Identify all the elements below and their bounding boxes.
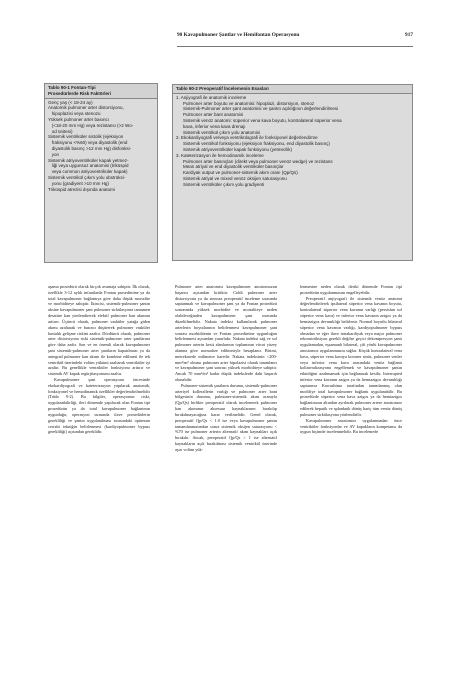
text-column-2 xyxy=(175,284,277,453)
table-row: yonu (gradiyent >10 mm Hg) xyxy=(48,180,109,186)
paragraph: Kavapulmoner şant operasyonu öncesinde ekokardiyografi ve kateterizasyon yapılarak anatomik, fonksiyonel ve hemodinamik özellikler değerlendirilmelidir (Tablo 9-2). Bu bilgiler, operasyonun riski, uygulanabilirliği, ileri dönemde yapılacak olan Fontan tipi prosedürün ya da total kavapulmoner bağlantının uygunluğu, operasyon sırasında ilave prosedürlerin gerekliliği ve şantın uygulanılması sırasındaki optimum cerrahi tekniğin belirlenmesi (kardiyopulmoner bypass gerekliliği) açısından gereklidir. xyxy=(48,377,150,435)
table-row: liği veya uygunsuz anatomisi (triküspid xyxy=(48,163,129,169)
table-row: Kardiyak output ve pulmoner-sistemik akım oranı (Qp/Qs) xyxy=(183,170,298,176)
table-90-1-title xyxy=(45,84,157,99)
table-row: Triküspid atrezisi dışında anatomi xyxy=(48,186,115,192)
table-row: Sistemik atriyal ve mixed venöz oksijen saturasyonu xyxy=(183,175,287,181)
table-row: Anatomik pulmoner arter distorsiyonu, xyxy=(48,105,124,111)
table-row: Sistemik-Pulmoner arter şant anatomisi ve şantın açıklığının değerlendirilmesi xyxy=(183,106,339,112)
table-90-1 xyxy=(44,83,158,263)
chapter-title: 90 Kavapulmoner Şantlar ve Hemifontan Operasyonu xyxy=(177,32,300,38)
table-row: Sistemik ventrikül çıkım yolu obstrüksi- xyxy=(48,174,126,180)
running-header xyxy=(177,32,413,46)
paragraph: Pulmoner arter anatomisi kavapulmoner anostomozun başarısı açısından kritiktir. Ciddi pulmoner arter distorsiyonu ya da stenoza preoperatif inceleme sırasında saptanmalı ve kavapulmoner şant ya da Fontan prosedürü sonrasında yüksek morbidite ve mortaliteye neden olabileceğinden kavapulmoner şant sırasında düzeltilmelidir. Nakata indeksi kullanılarak pulmoner arterlerin boyutlarının belirlenmesi kavapulmoner şant sonrası morbiditenin ve Fontan prosedürüne uygunluğun belirlenmesi açısından yararlıdır. Nakata indeksi sağ ve sol pulmoner arterin kesit alanlarının toplamının vücut yüzey alanına göre normalize edilmesiyle hesaplanır. Birimi, metrekarede milimetre karedir. Nakata indeksinin <200-mm²/m² olması pulmoner arter hipolazisi olarak tanımlanır ve kavapulmoner şant sonrası yüksek morbiditeye sahiptir. Ancak 70 mm²/m² kadar düşük indekslerde dahi başarılı olunabilir. xyxy=(175,284,277,382)
paragraph: Pulmoner-sistemik şantların durumu, sistemik-pulmoner arteriyel kollerallerin varlığı ve pulmoner arter bant bölgesinin durumu, pulmoner-sistemik akım oranıyla (Qp/Qs) birlikte preoperatif olarak incelenerek pulmoner kan akımının aksesuar kaynaklarının bırakılıp bırakılmayacağına karar verilmelidir. Genel olarak, preoperatif Qp/Qs < 1.0 ise veya kavapulmoner şantın tamamlanmasından sonra sistemik oksijen saturasyonu < %70 ise pulmoner arterin alternatif akım kaynakları açık bırakılır. Ancak, preoperatif Qp/Qs > 1 ise alternatif kaynakların açık bırakılması sistemik ventrikül üzerinde aşırı volüm yük- xyxy=(175,382,278,452)
table-row: (<18-20 mm Hg) veya rezistansı (>2 Wo- xyxy=(48,122,134,128)
paragraph: Preoperatif anjiyografi ile sistemik venöz anatomi değerlendirilerek ipsilateral süperior vena kavanın boyutu, kontralateral süperior vena kavanın varlığı (persistan sol süperior vena kava) ve inferior vena kavanın azigos ya da hemiazigos devamlılığı belirlenir. Normal boyutlu bilateral süperior vena kavanın varlığı, kardiyopulmoner bypass olmadan ve eğer ilave intrakardiyak veya major pulmoner rekonstrüksiyon gerekli değilse geçici dekompresyon şantı uygulamadan, eşzamanlı bilateral, çift yönlü kavapulmoner anostomoz uygulanmasını sağlar. Küçük kontralateral vena kava, süperior vena kavaya koroner sinüs, pulmoner venler veya inferior vena kava arasındaki venöz bağlantı kollateralizasyonu engellemek ve kavapulmoner şantın etkinliğini azaltmamak için bağlanarak kesilir. Interrupted inferior vena kavanın azigos ya da hemiazigos devamlılığı saptanırsa Kawashima tarafından tanımlanmış olan modifiye total kavapulmoner bağlantı uygulanabilir. Bu prosedürde süperior vena kava azigos ya da hemiazigos bağlantısının altından ayrılarak pulmoner artere anostomoz edilerek hepatik ve splanknik dönüş hariç tüm venöz dönüş pulmoner sirkülasyona yönlendirilir. xyxy=(300,295,402,417)
page-number: 917 xyxy=(405,32,413,38)
text-column-3 xyxy=(300,284,402,435)
table-row: Pulmoner arter boyutu ve anatomisi: hipoplazi, distorsiyon, stenoz xyxy=(183,100,315,106)
table-row: 2. Ekokardiyografi ve/veya ventrikülografi ile fonksiyonel değerlendirme xyxy=(176,135,318,141)
table-row: Pulmoner arter bant anatomisi xyxy=(183,112,244,118)
paragraph: aşama prosedürü olarak birçok avantaja sahiptir. İlk olarak, özellikle 3-12 aylık infantlarda Fontan prosedürüne ya da total kavapulmoner bağlantıya göre daha düşük mortalite ve morbiditeye sahiptir. İkincisi, sistemik-pulmoner şantın aksine kavapulmoner şant pulmoner sirkülasyona tamamen desatüre kan yönlendirerek efektif pulmoner kan akımını arttırır. Üçüncü olarak, pulmoner vasküler yatağa giden akımı azaltarak ve basıncı düşürerek pulmoner vasküler hastalık gelişme riskini azaltır. Dördüncü olarak, pulmoner arter distorsiyonu riski sistemik-pulmoner arter şantlarına göre daha azdır. Son ve en önemli olarak kavapulmoner şant sistemik-pulmoner arter şantların kapatılması ya da antegrad pulmoner kan akımı ile kombine edilmesi ile tek ventrikül üzerindeki volüm yükünü azaltarak ventriküler işi azaltır. Bu genellikle ventriküler fonksiyonu arttırır ve sistemik AV kapak regürjitasyonunu azaltır. xyxy=(48,284,150,377)
table-row: Sistemik ventrikül çıkım yolu anatomisi xyxy=(183,129,261,135)
table-row: Sistemik atriyoventriküler kapak yetmez- xyxy=(48,157,129,163)
text-column-1 xyxy=(48,284,150,435)
header-rule xyxy=(177,46,413,47)
table-row: veya common atriyoventriküler kapak) xyxy=(48,169,128,175)
table-row: 3. Kateterizasyon ile hemodinamik inceleme xyxy=(176,152,264,158)
table-row: Sistemik ventriküler çıkım yolu gradiyenti xyxy=(183,181,265,187)
table-90-2-title: Tablo 90-2 Preoperatif İncelemenin Esasları xyxy=(173,85,412,94)
table-row: Sistemik atriyoventriküler kapak fonksiyonu (yetmezlik) xyxy=(183,146,293,152)
table-title-line: Prosedürlerde Risk Faktörleri xyxy=(48,90,112,96)
table-row: fraksiyonu <%60) veya diyastolik (end xyxy=(48,140,128,146)
table-row: Sistemik venöz anatomi: süperior vena kava boyutu, kontralateral süperior vena xyxy=(183,117,342,123)
table-90-2-body xyxy=(173,94,412,189)
table-row: Sistemik ventriküler sistolik (ejeksiyon xyxy=(48,134,124,140)
paragraph: lenmesine neden olarak ileriki dönemde Fontan tipi prosedürün uygulanmasını engelleyebilir. xyxy=(300,284,402,295)
table-row: kava, inferior vena kava drenajı xyxy=(183,123,246,129)
table-row: Mean atriyal ve end diyastolik ventriküler basınçlar xyxy=(183,164,284,170)
table-row: Genç yaş (< 18-24 ay) xyxy=(48,99,93,105)
table-row: yon xyxy=(48,151,60,157)
table-title-line: Tablo 90-1 Fontan-Tipi xyxy=(48,85,96,90)
table-90-2 xyxy=(172,84,413,261)
paragraph: Kavapulmoner anostomoz uygulanmadan önce ventriküler fonksiyonlar ve AV kapakların kompetansı da uygun biçimde incelenmelidir. Bu incelemede xyxy=(300,417,402,435)
table-row: Pulmoner arter basınçları (direkt veya pulmoner venöz wedge) ve rezistans xyxy=(183,158,333,164)
table-row: hipoplazisi veya stenozu xyxy=(48,111,101,117)
table-row: od ünitesi) xyxy=(48,128,73,134)
table-row: 1. Anjiyografi ile anatomik inceleme xyxy=(176,94,247,100)
table-row: Sistemik ventrikül fonksiyonu (ejeksiyon fraksiyonu, end diyastolik basınç) xyxy=(183,141,330,147)
table-row: Yüksek pulmoner arter basıncı xyxy=(48,116,110,122)
table-row: diyastolik basınç >12 mm Hg) disfonksi- xyxy=(48,145,132,151)
table-90-1-body xyxy=(45,99,157,194)
